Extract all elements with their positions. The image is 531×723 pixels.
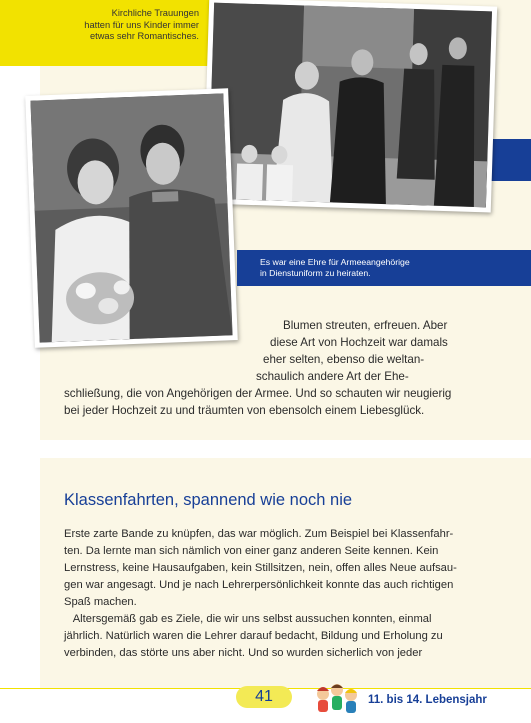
text-line: jährlich. Natürlich waren die Lehrer darauf bedacht, Bildung und Erholung zu [64, 630, 443, 642]
text-line: ten. Da lernte man sich nämlich von einer ganz anderen Seite kennen. Kein [64, 545, 439, 557]
text-line: gen war angesagt. Und je nach Lehrerpersönlichkeit konnte das auch richtigen [64, 579, 454, 591]
blue-side-tab [489, 139, 531, 181]
military-wedding-couple-photo [25, 88, 238, 348]
text-line: diese Art von Hochzeit war damals [270, 336, 448, 349]
text-line: Altersgemäß gab es Ziele, die wir uns selbst aussuchen konnten, einmal [64, 613, 432, 625]
photo-caption-church-wedding [0, 0, 213, 66]
text-line: schließung, die von Angehörigen der Armee. Und so schauten wir neugierig [64, 387, 452, 400]
text-line: eher selten, ebenso die weltan- [263, 353, 425, 366]
text-line: bei jeder Hochzeit zu und träumten von ebensolch einem Liebesglück. [64, 404, 425, 417]
page-number: 41 [236, 686, 292, 708]
caption-line: Kirchliche Trauungen [111, 8, 199, 18]
text-line: Spaß machen. [64, 596, 137, 608]
caption-line: Es war eine Ehre für Armeeangehörige [260, 257, 410, 267]
section-heading: Klassenfahrten, spannend wie noch nie [64, 491, 353, 509]
text-line: schaulich andere Art der Ehe- [256, 370, 409, 383]
text-line: Blumen streuten, erfreuen. Aber [283, 319, 448, 332]
text-line: verbinden, das störte uns aber nicht. Und so wurden sicherlich von jeder [64, 647, 423, 659]
wedding-group-photo [203, 0, 497, 212]
photo-caption-army-wedding [237, 250, 531, 286]
caption-line: etwas sehr Romantisches. [89, 31, 199, 41]
age-section-label: 11. bis 14. Lebensjahr [368, 694, 487, 706]
caption-line: in Dienstuniform zu heiraten. [260, 268, 371, 278]
children-illustration-icon [313, 678, 361, 718]
body-text-class-trips [64, 526, 504, 662]
text-line: Lernstress, keine Hausaufgaben, kein Stillsitzen, nein, offen alles Neue aufsau- [64, 562, 457, 574]
caption-line: hatten für uns Kinder immer [84, 19, 199, 30]
text-line: Erste zarte Bande zu knüpfen, das war möglich. Zum Beispiel bei Klassenfahr- [64, 528, 454, 540]
